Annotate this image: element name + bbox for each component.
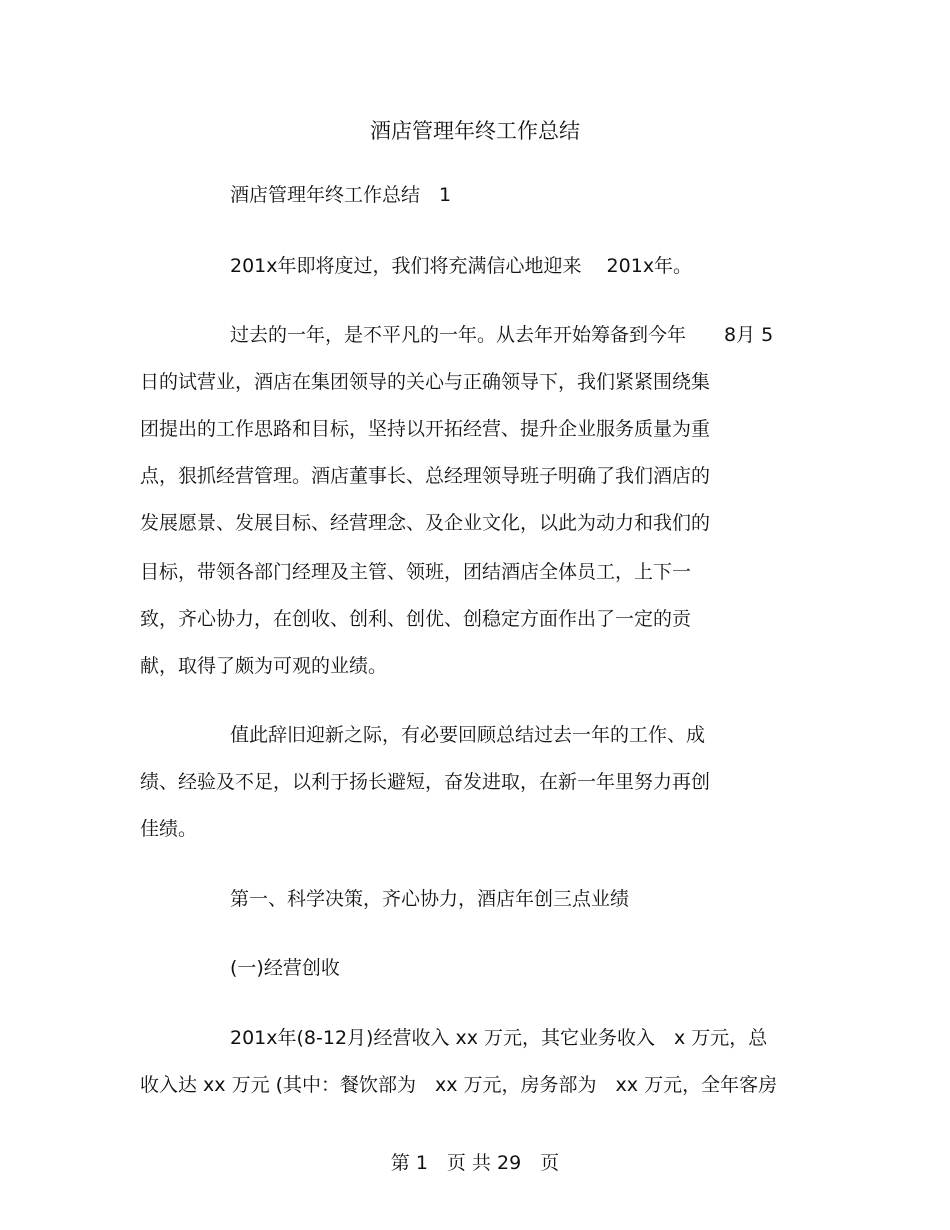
paragraph-line: 发展愿景、发展目标、经营理念、及企业文化，以此为动力和我们的 bbox=[140, 512, 711, 534]
intro-line: 201x年即将度过，我们将充满信心地迎来 201x年。 bbox=[230, 255, 693, 277]
paragraph-line: 点，狠抓经营管理。酒店董事长、总经理领导班子明确了我们酒店的 bbox=[140, 465, 711, 487]
paragraph-line: 绩、经验及不足，以利于扬长避短，奋发进取，在新一年里努力再创 bbox=[140, 771, 711, 793]
document-title: 酒店管理年终工作总结 bbox=[370, 119, 580, 143]
paragraph-line: 目标，带领各部门经理及主管、领班，团结酒店全体员工，上下一 bbox=[140, 561, 692, 583]
paragraph-line: 过去的一年，是不平凡的一年。从去年开始筹备到今年 8月 5 bbox=[230, 324, 774, 346]
paragraph-line: 致，齐心协力，在创收、创利、创优、创稳定方面作出了一定的贡 bbox=[140, 608, 692, 630]
paragraph-line: 收入达 xx 万元 (其中：餐饮部为 xx 万元，房务部为 xx 万元，全年客房 bbox=[140, 1074, 778, 1096]
subheading-one: (一)经营创收 bbox=[230, 957, 340, 979]
paragraph-line: 值此辞旧迎新之际，有必要回顾总结过去一年的工作、成 bbox=[230, 724, 706, 746]
section-heading: 酒店管理年终工作总结 1 bbox=[230, 184, 452, 206]
heading-first: 第一、科学决策，齐心协力，酒店年创三点业绩 bbox=[230, 888, 630, 910]
paragraph-line: 201x年(8-12月)经营收入 xx 万元，其它业务收入 x 万元，总 bbox=[230, 1027, 768, 1049]
page-footer: 第 1 页 共 29 页 bbox=[390, 1152, 560, 1174]
paragraph-line: 佳绩。 bbox=[140, 818, 198, 840]
paragraph-line: 团提出的工作思路和目标，坚持以开拓经营、提升企业服务质量为重 bbox=[140, 418, 711, 440]
paragraph-line: 献，取得了颇为可观的业绩。 bbox=[140, 655, 388, 677]
paragraph-line: 日的试营业，酒店在集团领导的关心与正确领导下，我们紧紧围绕集 bbox=[140, 371, 711, 393]
